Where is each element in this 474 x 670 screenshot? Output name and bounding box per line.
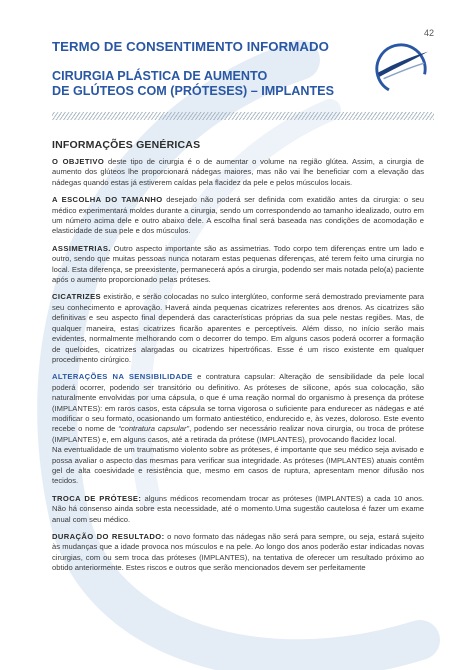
- subtitle-line-2: DE GLÚTEOS COM (PRÓTESES) – IMPLANTES: [52, 83, 334, 98]
- text-traumatismo: Na eventualidade de um traumatismo violento sobre as próteses, é importante que seu médico seja avisado e possa avaliar o aspecto das mesmas para verificar sua integridade. As próteses (IMPLANTES) atuais contêm gel de alta coesividade e resistência que, mesmo em casos de ruptura, apresentam menor difusão nos tecidos.: [52, 445, 424, 486]
- lead-troca: TROCA DE PRÓTESE:: [52, 493, 142, 503]
- text-sensibilidade-2: , podendo ser necessário realizar nova cirurgia, ou troca de prótese (IMPLANTES) e, em alguns casos, até a retirada da prótese (IMPLANTES), provocando flacidez local.: [52, 424, 424, 444]
- text-cicatrizes: existirão, e serão colocadas no sulco interglúteo, conforme será demostrado previamente para seu conhecimento e aprovação. Haverá ainda pequenas cicatrizes referentes aos drenos. As cicatrizes são definitivas e seu aspecto final dependerá das características próprias da sua pele nestas regiões. Mas, de qualquer maneira, estas cicatrizes ficarão aparentes e perceptíveis. Além disso, no início serão mais evidentes, normalmente melhorando com o decorrer do tempo. Em alguns casos poderá ocorrer a formação de queloides, cicatrizes alargadas ou cicatrizes hipertróficas. Esse é um risco existente em qualquer procedimento cirúrgico.: [52, 292, 424, 364]
- section-heading: INFORMAÇÕES GENÉRICAS: [52, 139, 201, 151]
- lead-cicatrizes: CICATRIZES: [52, 292, 101, 302]
- text-assimetrias: Outro aspecto importante são as assimetrias. Todo corpo tem diferenças entre um lado e outro, sendo que muitas pessoas nunca notaram estas pequenas diferenças, até terem feito uma cirurgia no local. Esta diferença, se preexistente, permanecerá após a cirurgia, podendo ser mais notada pelo(a) paciente após o aumento proporcionado pelas próteses.: [52, 243, 424, 285]
- document-subtitle: [52, 69, 334, 98]
- text-sensibilidade-1: e contratura capsular: Alteração de sensibilidade da pele local poderá ocorrer, podendo ser transitório ou definitivo. As próteses de silicone, após sua colocação, são naturalmente envolvidas por uma cápsula, o que é uma reação normal do organismo à presença da prótese (IMPLANTES): em raros casos, esta cápsula se torna vigorosa o suficiente para endurecer as nádegas e até modificar o seu formato, ocasionando um formato antiestético, endurecido e, às vezes, doloroso. Este evento recebe o nome de: [52, 372, 424, 434]
- paragraph-duracao: [52, 532, 424, 574]
- paragraph-cicatrizes: [52, 292, 424, 365]
- document-title: TERMO DE CONSENTIMENTO INFORMADO: [52, 39, 329, 54]
- lead-objetivo: O OBJETIVO: [52, 157, 105, 166]
- hatched-divider: [52, 112, 434, 120]
- lead-tamanho: A ESCOLHA DO TAMANHO: [52, 195, 163, 205]
- paragraph-troca: [52, 494, 424, 525]
- text-tamanho: desejado não poderá ser definida com exatidão antes da cirurgia: o seu médico experimentará moldes durante a cirurgia, sendo um correspondendo ao tamanho idealizado, outro em um número acima dele e outro abaixo dele. A escolha final será baseada nas condições de acomodação e elasticidade de sua pele e dos músculos.: [52, 195, 424, 236]
- subtitle-line-1: CIRURGIA PLÁSTICA DE AUMENTO: [52, 69, 268, 83]
- paragraph-sensibilidade: [52, 372, 424, 445]
- paragraph-objetivo: [52, 157, 424, 188]
- lead-assimetrias: ASSIMETRIAS.: [52, 243, 111, 253]
- text-duracao: o novo formato das nádegas não será para sempre, ou seja, estará sujeito às mudanças que a idade provoca nos músculos e na pele. Ao longo dos anos poderão estar indicadas novas cirurgias, com ou sem troca das próteses (IMPLANTES), na tentativa de oferecer um resultado próximo ao obtido anteriormente. Estes riscos e outros que serão mencionados devem ser perfeitamente: [52, 532, 424, 573]
- document-body: [52, 157, 424, 581]
- text-troca: alguns médicos recomendam trocar as próteses (IMPLANTES) a cada 10 anos. Não há consenso ainda sobre esta necessidade, até o momento.Uma sugestão cautelosa é fazer um exame anual com seu médico.: [52, 493, 424, 524]
- text-objetivo: deste tipo de cirurgia é o de aumentar o volume na região glútea. Assim, a cirurgia de aumento dos glúteos lhe proporcionará nádegas maiores, mas não vai lhe beneficiar com a elevação das nádegas quando estas já estiverem caídas pela flacidez da pele e pelos músculos locais.: [52, 157, 424, 187]
- lead-sensibilidade: ALTERAÇÕES NA SENSIBILIDADE: [52, 372, 193, 382]
- lead-duracao: DURAÇÃO DO RESULTADO:: [52, 532, 165, 541]
- page-number: 42: [423, 28, 434, 38]
- swoosh-logo-icon: [372, 40, 430, 98]
- text-sensibilidade-emphasis: “contratura capsular”: [118, 424, 190, 434]
- paragraph-tamanho: [52, 195, 424, 237]
- paragraph-assimetrias: [52, 244, 424, 286]
- paragraph-traumatismo: [52, 445, 424, 487]
